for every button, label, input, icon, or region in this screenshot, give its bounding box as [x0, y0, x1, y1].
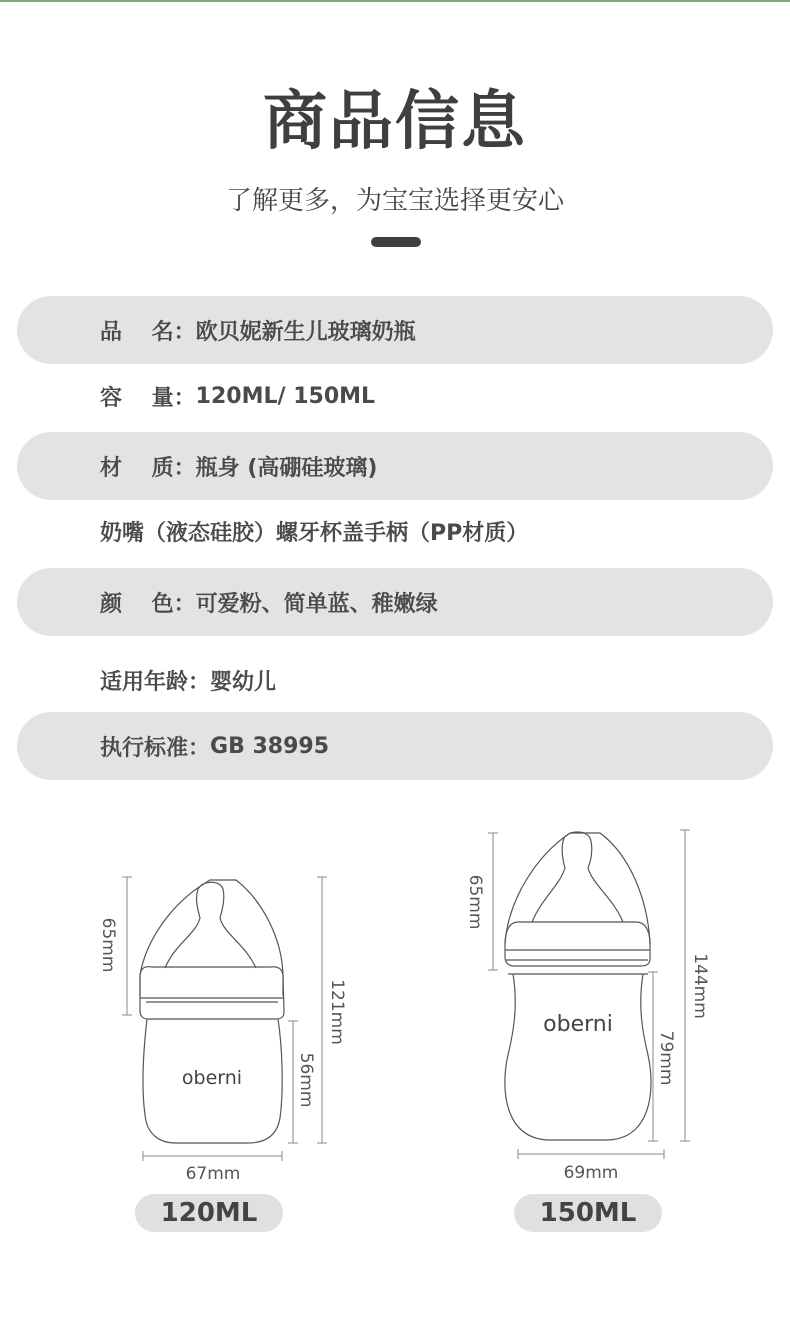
- spec-value: GB 38995: [210, 733, 330, 759]
- large-bottle-illustration: [505, 832, 651, 1140]
- spec-label: 品 名：: [100, 319, 196, 345]
- spec-value: 可爱粉、简单蓝、稚嫩绿: [195, 591, 438, 617]
- spec-label: 适用年龄：: [100, 669, 211, 695]
- large-nipple-height-label: 65mm: [465, 874, 485, 930]
- spec-value: 婴幼儿: [210, 669, 277, 695]
- small-nipple-height-label: 65mm: [98, 917, 118, 973]
- spec-label: 容 量：: [100, 385, 196, 411]
- small-total-height-label: 121mm: [327, 979, 347, 1045]
- large-bottle-brand: oberni: [543, 1012, 613, 1037]
- page-title: 商品信息: [263, 85, 527, 159]
- spec-value: 奶嘴（液态硅胶）螺牙杯盖手柄（PP材质）: [100, 520, 529, 546]
- page-subtitle: 了解更多，为宝宝选择更安心: [225, 186, 564, 216]
- large-width-label: 69mm: [563, 1163, 619, 1183]
- large-dimension-lines: [488, 830, 690, 1159]
- large-total-height-label: 144mm: [690, 953, 710, 1019]
- large-body-height-label: 79mm: [656, 1030, 676, 1086]
- spec-value: 120ML/ 150ML: [195, 383, 376, 409]
- spec-label: 材 质：: [100, 455, 196, 481]
- small-bottle-illustration: [140, 880, 284, 1143]
- small-width-label: 67mm: [185, 1164, 241, 1184]
- capacity-pill-120: 120ML: [135, 1194, 283, 1232]
- small-bottle-brand: oberni: [181, 1067, 243, 1089]
- small-body-height-label: 56mm: [296, 1052, 316, 1108]
- capacity-pill-150: 150ML: [514, 1194, 662, 1232]
- spec-label: 颜 色：: [100, 591, 196, 617]
- spec-value: 欧贝妮新生儿玻璃奶瓶: [195, 319, 416, 345]
- spec-value: 瓶身 (高硼硅玻璃): [195, 455, 378, 481]
- spec-label: 执行标准：: [100, 735, 211, 761]
